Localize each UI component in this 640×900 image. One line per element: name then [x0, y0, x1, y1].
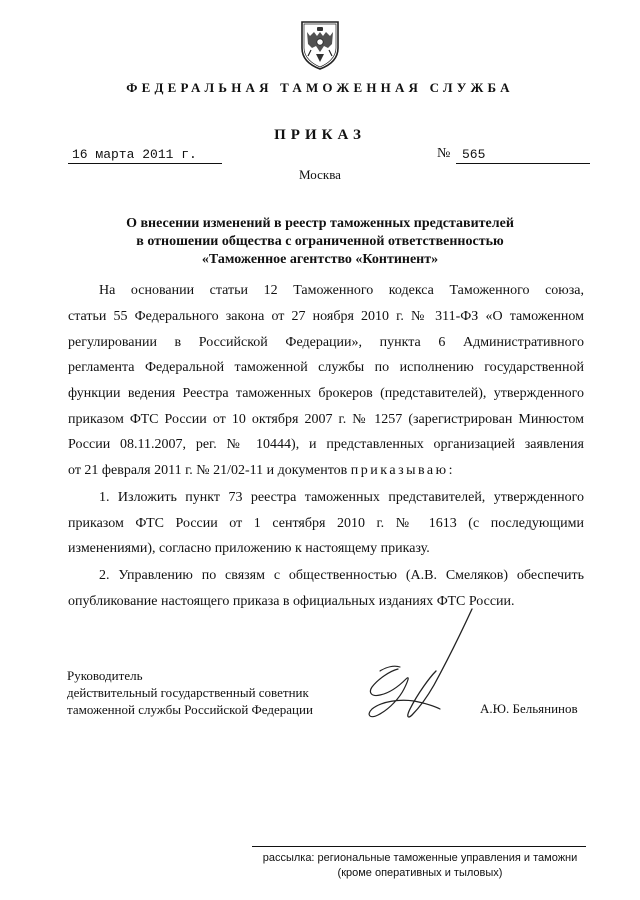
item-1-line: 1. Изложить пункт 73 реестра таможенных представителей, утвержденного	[99, 490, 584, 505]
distribution-line: (кроме оперативных и тыловых)	[337, 867, 503, 879]
item-2-line: 2. Управлению по связям с общественностью (А.В. Смеляков) обеспечить	[99, 568, 584, 583]
agency-name: ФЕДЕРАЛЬНАЯ ТАМОЖЕННАЯ СЛУЖБА	[126, 80, 514, 95]
item-1-line: приказом ФТС России от 1 сентября 2010 г. № 1613 (с последующими	[68, 516, 584, 531]
coat-of-arms-emblem	[296, 18, 344, 70]
item-2-line: опубликование настоящего приказа в официальных изданиях ФТС России.	[68, 594, 515, 609]
distribution-note	[230, 851, 610, 881]
subject-line: «Таможенное агентство «Континент»	[201, 252, 439, 267]
order-colon: :	[448, 463, 453, 478]
body-line: функции ведения Реестра таможенных брокеров (представителей), утвержденного	[68, 386, 584, 401]
body-line: статьи 55 Федерального закона от 27 ноября 2010 г. № 311-ФЗ «О таможенном	[68, 309, 584, 324]
body-line: России 08.11.2007, рег. № 10444), и представленных организацией заявления	[68, 437, 584, 452]
signer-title	[67, 667, 313, 718]
signer-title-line: Руководитель	[67, 668, 143, 683]
signer-title-line: таможенной службы Российской Федерации	[67, 702, 313, 717]
body-line: регламента Федеральной таможенной службы по исполнению государственной	[68, 360, 584, 375]
subject-line: в отношении общества с ограниченной ответственностью	[136, 234, 504, 249]
order-date: 16 марта 2011 г.	[68, 147, 222, 164]
signer-name: А.Ю. Бельянинов	[480, 701, 578, 716]
order-number: 565	[456, 147, 590, 164]
subject-line: О внесении изменений в реестр таможенных представителей	[126, 216, 514, 231]
signer-title-line: действительный государственный советник	[67, 685, 309, 700]
body-text: от 21 февраля 2011 г. № 21/02-11 и документов	[68, 463, 351, 478]
distribution-line: рассылка: региональные таможенные управления и таможни	[262, 852, 578, 864]
body-line: На основании статьи 12 Таможенного кодекса Таможенного союза,	[99, 283, 584, 298]
document-type: ПРИКАЗ	[274, 127, 366, 143]
item-1-line: изменениями), согласно приложению к настоящему приказу.	[68, 541, 430, 556]
distribution-rule	[252, 846, 586, 847]
order-word: приказываю	[350, 463, 449, 478]
body-line: регулировании в Российской Федерации», пункта 6 Административного	[68, 335, 584, 350]
body-line: приказом ФТС России от 10 октября 2007 г. № 1257 (зарегистрирован Минюстом	[68, 412, 584, 427]
order-subject	[60, 215, 580, 269]
city: Москва	[299, 167, 341, 182]
handwritten-signature	[360, 605, 480, 723]
body-line-order	[68, 461, 584, 480]
order-number-label: №	[437, 146, 451, 161]
